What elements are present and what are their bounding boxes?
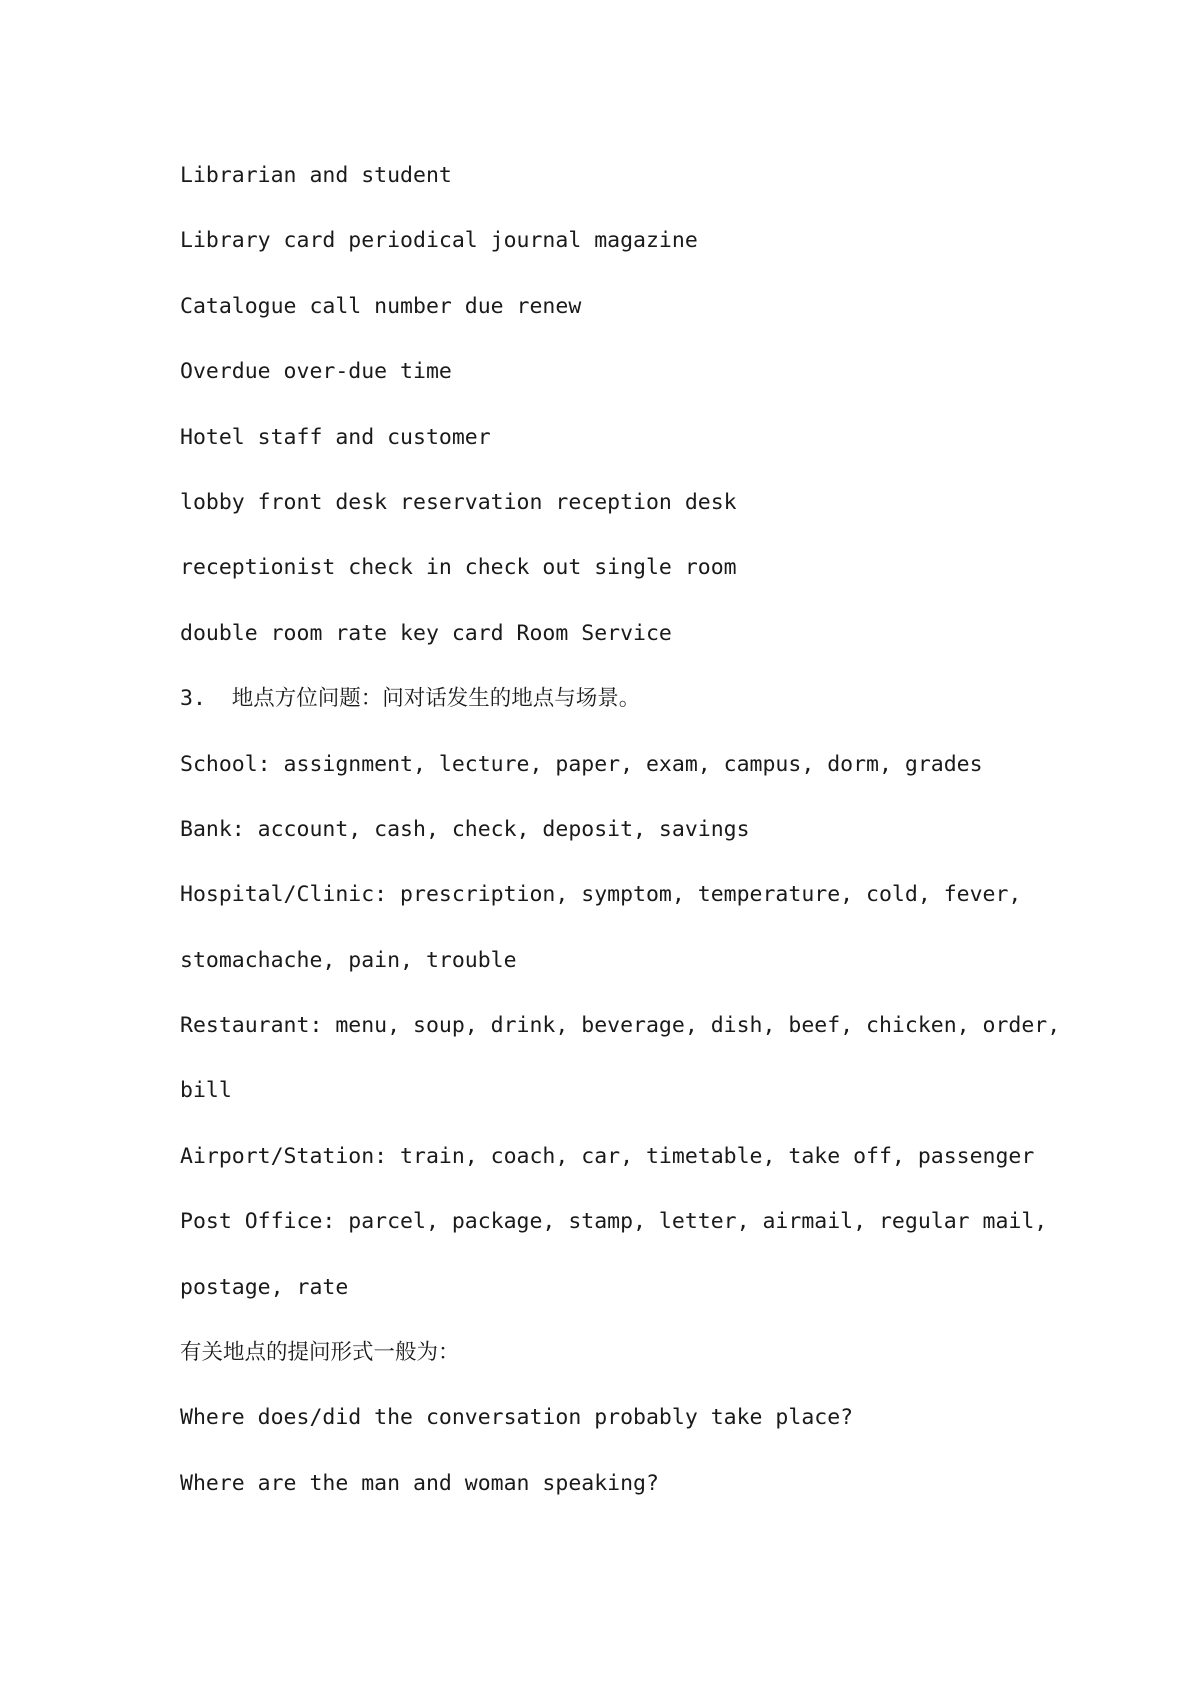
- text-line-restaurant-cont: bill: [180, 1078, 232, 1104]
- text-line-library-card: Library card periodical journal magazine: [180, 228, 698, 254]
- text-line-hospital: Hospital/Clinic: prescription, symptom, temperature, cold, fever,: [180, 882, 1022, 908]
- text-line-catalogue: Catalogue call number due renew: [180, 293, 582, 319]
- text-line-post-office: Post Office: parcel, package, stamp, letter, airmail, regular mail,: [180, 1209, 1048, 1235]
- text-line-lobby: lobby front desk reservation reception desk: [180, 489, 737, 515]
- text-line-overdue: Overdue over-due time: [180, 359, 452, 385]
- text-line-double-room: double room rate key card Room Service: [180, 620, 672, 646]
- text-line-hotel-staff: Hotel staff and customer: [180, 424, 491, 450]
- text-line-librarian-student: Librarian and student: [180, 163, 452, 188]
- text-line-question-1: Where does/did the conversation probably take place?: [180, 1405, 854, 1431]
- text-line-airport: Airport/Station: train, coach, car, timetable, take off, passenger: [180, 1143, 1035, 1169]
- section-heading-location: 3. 地点方位问题：问对话发生的地点与场景。: [180, 686, 641, 712]
- text-line-question-2: Where are the man and woman speaking?: [180, 1470, 659, 1496]
- text-line-restaurant: Restaurant: menu, soup, drink, beverage, dish, beef, chicken, order,: [180, 1013, 1061, 1039]
- text-line-hospital-cont: stomachache, pain, trouble: [180, 947, 517, 973]
- text-line-question-forms: 有关地点的提问形式一般为：: [180, 1340, 460, 1366]
- text-line-school: School: assignment, lecture, paper, exam, campus, dorm, grades: [180, 751, 983, 777]
- text-line-bank: Bank: account, cash, check, deposit, savings: [180, 816, 750, 842]
- text-line-post-office-cont: postage, rate: [180, 1274, 349, 1300]
- document-body: [180, 150, 1080, 1523]
- text-line-receptionist: receptionist check in check out single room: [180, 555, 737, 581]
